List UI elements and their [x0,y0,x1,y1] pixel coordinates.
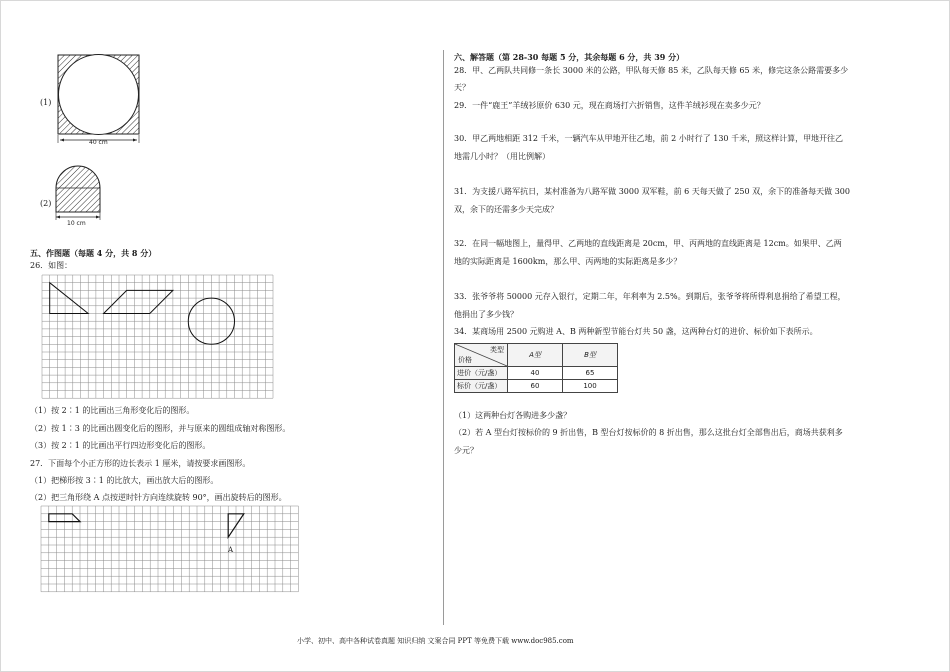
table-cell-a: 60 [508,380,563,393]
section-5-title: 五、作图题（每题 4 分，共 8 分） [30,248,157,258]
fig1-label: (1) [40,98,52,107]
question-26-2: （2）按 1∶3 的比画出圆变化后的图形，并与原来的圆组成轴对称图形。 [30,424,291,433]
question-29: 29．一件“鹿王”羊绒衫原价 630 元，现在商场打六折销售，这件羊绒衫现在卖多少元？ [454,101,765,110]
question-33-line1: 33．张爷爷将 50000 元存入银行，定期二年，年利率为 2.5%。到期后，张爷爷将所得利息捐给了希望工程， [454,292,846,301]
question-30-line2: 地需几小时？（用比例解） [454,152,550,161]
fig2-label: (2) [40,199,52,208]
question-33-line2: 他捐出了多少钱？ [454,310,518,319]
table-cell-a: 40 [508,367,563,380]
question-32-line1: 32．在同一幅地图上，量得甲、乙两地的直线距离是 20cm，甲、丙两地的直线距离是 12cm。如果甲、乙两 [454,239,842,248]
fig2-dimension: 10 cm [67,220,86,227]
table-row-label: 标价（元/盏） [455,380,508,393]
grid-q27 [41,506,305,594]
fig1-dimension: 40 cm [89,139,108,146]
question-30-line1: 30．甲乙两地相距 312 千米，一辆汽车从甲地开往乙地，前 2 小时行了 130 千米，照这样计算，甲地开往乙 [454,134,844,143]
grid-q26 [42,275,274,400]
question-28-line2: 天？ [454,83,470,92]
question-27-2: （2）把三角形绕 A 点按逆时针方向连续旋转 90°，画出旋转后的图形。 [30,493,287,502]
question-32-line2: 地的实际距离是 1600km，那么甲、丙两地的实际距离是多少？ [454,257,682,266]
question-31-line2: 双，余下的还需多少天完成？ [454,205,558,214]
question-34: 34．某商场用 2500 元购进 A、B 两种新型节能台灯共 50 盏，这两种台灯的进价、标价如下表所示。 [454,327,818,336]
table-corner-cell [455,344,508,367]
section-6-title: 六、解答题（第 28-30 每题 5 分，其余每题 6 分，共 39 分） [454,52,685,62]
column-divider [443,50,444,625]
table-cell-b: 100 [563,380,618,393]
question-27: 27．下面每个小正方形的边长表示 1 厘米，请按要求画图形。 [30,459,251,468]
footer-text: 小学、初中、高中各种试卷真题 知识归纳 文案合同 PPT 等免费下载 www.doc985.com [297,637,574,645]
question-34-2-line1: （2）若 A 型台灯按标价的 9 折出售，B 型台灯按标价的 8 折出售，那么这批台灯全部售出后，商场共获利多 [454,428,843,437]
question-34-2-line2: 少元？ [454,446,478,455]
table-header-a: A型 [508,344,563,367]
question-28-line1: 28．甲、乙两队共同修一条长 3000 米的公路，甲队每天修 85 米，乙队每天修 65 米，修完这条公路需要多少 [454,66,849,75]
table-cell-b: 65 [563,367,618,380]
question-34-1: （1）这两种台灯各购进多少盏？ [454,411,572,420]
table-corner-bottom: 价格 [458,356,472,364]
question-26-3: （3）按 2∶1 的比画出平行四边形变化后的图形。 [30,441,211,450]
question-26: 26．如图： [30,261,73,270]
table-corner-top: 类型 [490,346,504,354]
table-row [455,367,618,380]
question-31-line1: 31．为支援八路军抗日，某村准备为八路军做 3000 双军鞋，前 6 天每天做了 250 双，余下的准备每天做 300 [454,187,850,196]
table-row-label: 进价（元/盏） [455,367,508,380]
question-26-1: （1）按 2∶1 的比画出三角形变化后的图形。 [30,406,195,415]
price-table [454,343,618,393]
question-27-1: （1）把梯形按 3∶1 的比放大，画出放大后的图形。 [30,476,219,485]
table-header-b: B型 [563,344,618,367]
point-a-label: A [228,546,234,554]
table-row [455,380,618,393]
parallelogram-shape [104,290,173,313]
